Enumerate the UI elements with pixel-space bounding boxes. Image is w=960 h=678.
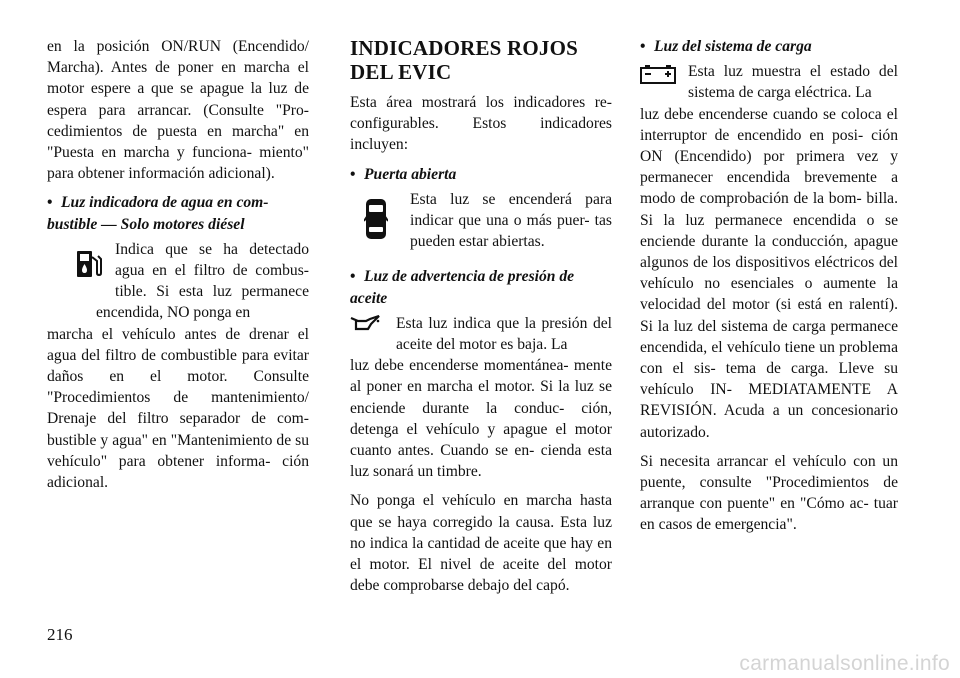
bullet-charging-system: • Luz del sistema de carga [640,36,898,57]
bullet-oil-pressure: • Luz de advertencia de presión de aceite [350,266,612,308]
paragraph: Esta luz indica que la presión del aceite del motor es baja. La [396,314,612,354]
paragraph: luz debe encenderse momentánea- mente al poner en marcha el motor. Si la luz se enciende durante la conduc- ción, detenga el vehículo y apague el motor cuanto antes. Cuando se en- cienda esta luz sonará un timbre. [350,357,612,481]
paragraph: marcha el vehículo antes de drenar el agua del filtro de combustible para evitar daños en el motor. Consulte "Procedimientos de mantenimiento/ Drenaje del filtro separador de com- bustible y agua" en "Mantenimiento de su vehículo" para obtener informa- ción adicional. [47,325,309,492]
door-open-block [350,189,612,261]
battery-icon [640,64,676,90]
bullet-water-in-fuel: • Luz indicadora de agua en com- bustible — Solo motores diésel [47,192,309,234]
paragraph: Esta luz se encenderá para indicar que una o más puer- tas pueden estar abiertas. [410,190,612,251]
column-3 [640,36,898,544]
oil-can-icon [350,315,380,339]
paragraph: Indica que se ha detectado agua en el filtro de combus- tible. Si esta luz permanece encendida, NO ponga en [96,240,309,322]
page-number: 216 [47,625,73,644]
watermark: carmanualsonline.info [739,652,950,675]
paragraph: Si necesita arrancar el vehículo con un puente, consulte "Procedimientos de arranque con puente" en "Cómo ac- tuar en casos de emergencia". [640,452,898,534]
door-open-icon [364,197,388,247]
paragraph: luz debe encenderse cuando se coloca el interruptor de encendido en posi- ción ON (Encendido) por primera vez y permanecer encendida brevemente a modo de comprobación de la bom- billa. Si la luz permanece encendida o se enciende durante la conducción, apague algunos de los dispositivos eléctricos del vehículo no esenciales o aumente la velocidad del motor (si está en ralentí). Si la luz del sistema de carga permanece encendida, el vehículo tiene un problema con el sis- tema de carga. Lleve su vehículo IN- MEDIATAMENTE A REVISIÓN. Acuda a un concesionario autorizado. [640,105,898,441]
oil-pressure-block [350,313,612,483]
paragraph: No ponga el vehículo en marcha hasta que se haya corregido la causa. Esta luz no indica la cantidad de aceite que hay en el motor. El nivel de aceite del motor debe comprobarse debajo del capó. [350,492,612,595]
charging-system-block [640,61,898,443]
column-1 [47,36,309,501]
paragraph: Esta área mostrará los indicadores re- configurables. Estos indicadores incluyen: [350,94,612,154]
water-in-fuel-block [47,239,309,493]
column-2 [350,36,612,604]
section-heading: INDICADORES ROJOS DEL EVIC [350,36,579,84]
paragraph: Esta luz muestra el estado del sistema de carga eléctrica. La [688,63,898,102]
water-in-fuel-icon [75,247,105,287]
bullet-door-open: • Puerta abierta [350,164,612,185]
paragraph: en la posición ON/RUN (Encendido/ Marcha). Antes de poner en marcha el motor espere a que se apague la luz de espera para arrancar. (Consulte "Pro- cedimientos de puesta en marcha" en "Puesta en marcha y funciona- miento" para obtener información adicional). [47,38,309,183]
